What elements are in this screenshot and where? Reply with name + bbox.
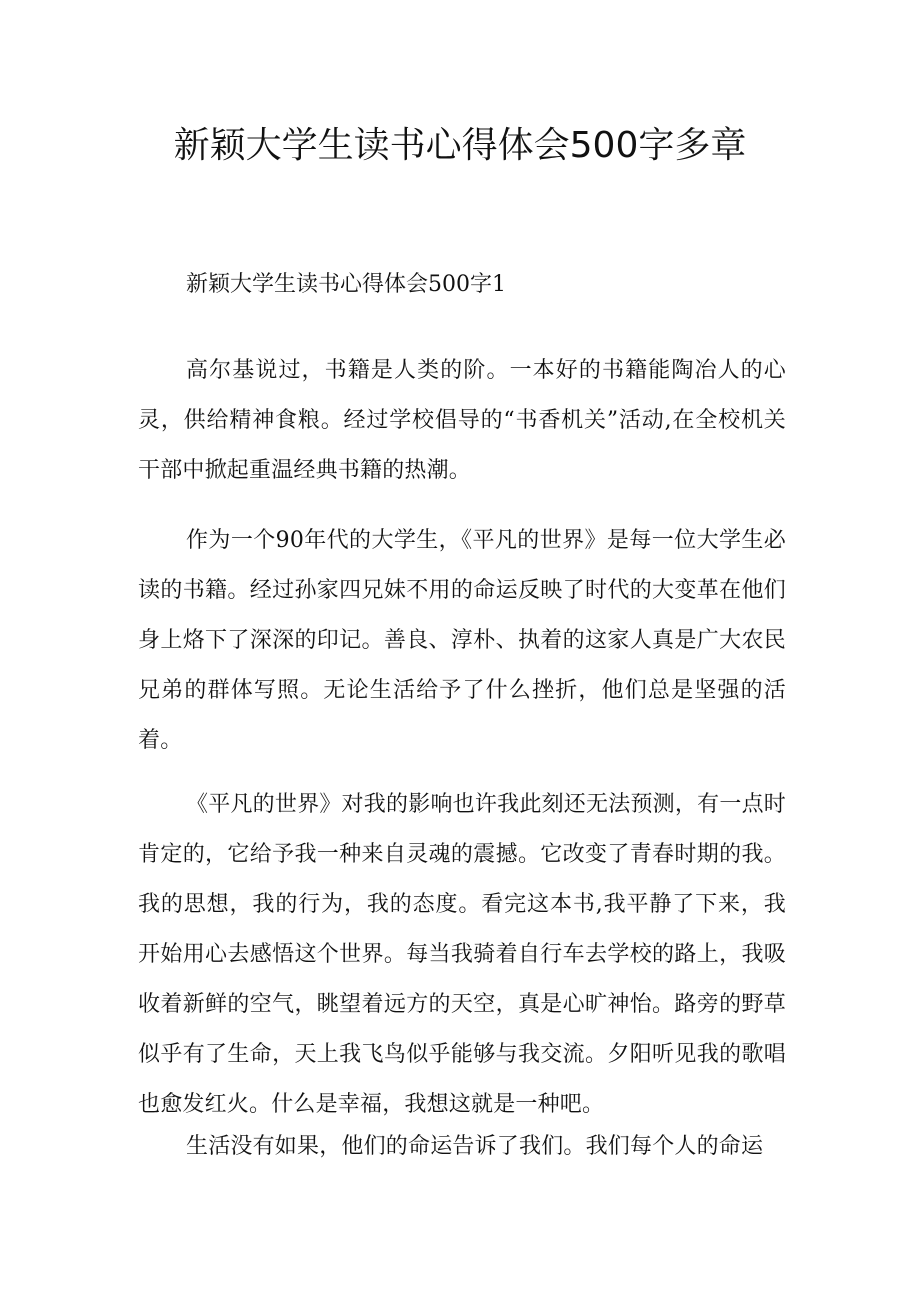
paragraph-1: 高尔基说过，书籍是人类的阶。一本好的书籍能陶冶人的心灵，供给精神食粮。经过学校倡导的“书香机关”活动,在全校机关干部中掀起重温经典书籍的热潮。 [138,358,786,483]
section-subtitle: 新颖大学生读书心得体会500字1 [186,272,506,297]
paragraph-3: 《平凡的世界》对我的影响也许我此刻还无法预测，有一点时肯定的，它给予我一种来自灵魂的震撼。它改变了青春时期的我。我的思想，我的行为，我的态度。看完这本书,我平静了下来，我开始用心去感悟这个世界。每当我骑着自行车去学校的路上，我吸收着新鲜的空气，眺望着远方的天空，真是心旷神怡。路旁的野草似乎有了生命，天上我飞鸟似乎能够与我交流。夕阳听见我的歌唱也愈发红火。什么是幸福，我想这就是一种吧。 [138,792,786,1117]
page-title: 新颖大学生读书心得体会500字多章 [173,125,747,166]
paragraph-2: 作为一个90年代的大学生，《平凡的世界》是每一位大学生必读的书籍。经过孙家四兄妹不用的命运反映了时代的大变革在他们身上烙下了深深的印记。善良、淳朴、执着的这家人真是广大农民兄弟的群体写照。无论生活给予了什么挫折，他们总是坚强的活着。 [138,528,786,753]
paragraph-4: 生活没有如果，他们的命运告诉了我们。我们每个人的命运 [186,1134,764,1159]
